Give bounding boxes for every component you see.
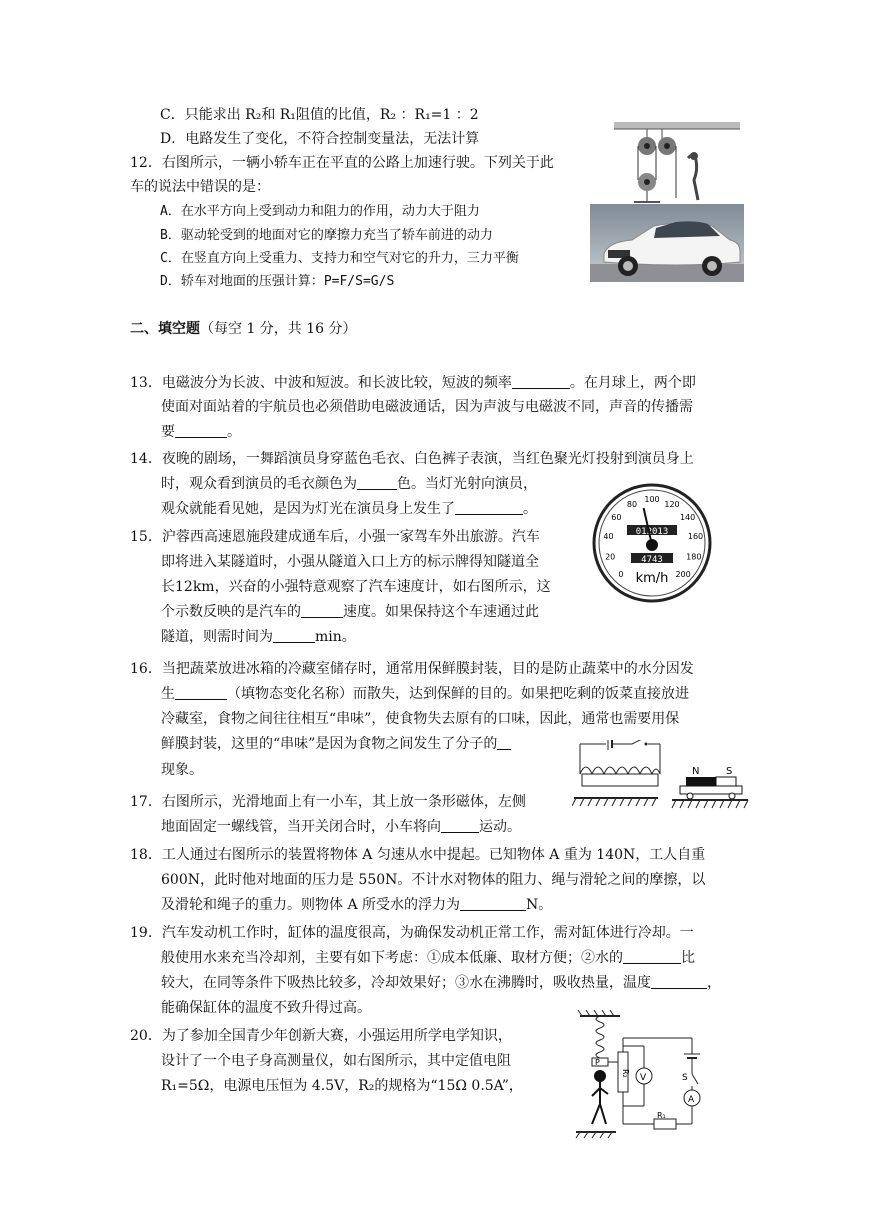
speedometer-tick-label: 20 xyxy=(605,552,616,562)
q19-line2 xyxy=(161,949,695,967)
q13-line3 xyxy=(161,423,241,441)
q16-line5: 现象。 xyxy=(161,762,203,778)
speedometer-tick-label: 160 xyxy=(687,532,704,542)
q18-line2: 600N，此时他对地面的压力是 550N。不计水对物体的阻力、绳与滑轮之间的摩擦，以 xyxy=(161,872,706,888)
q19-line3 xyxy=(161,974,721,992)
speedometer-tick-label: 0 xyxy=(618,570,624,580)
q15-line2: 即将进入某隧道时，小强从隧道入口上方的标示牌得知隧道全 xyxy=(161,554,539,570)
q18-text: N。 xyxy=(526,897,553,913)
q14-line2 xyxy=(161,475,537,493)
odometer-top-text: 012013 xyxy=(635,527,669,537)
q19-blank-1[interactable] xyxy=(623,949,681,964)
q13-line1 xyxy=(130,374,696,392)
q20-line2: 设计了一个电子身高测量仪，如右图所示，其中定值电阻 xyxy=(161,1053,511,1069)
q13-text: 。在月球上，两个即 xyxy=(569,375,696,391)
pulley-figure xyxy=(612,118,742,204)
q19-text: 般使用水来充当冷却剂，主要有如下考虑：①成本低廉、取材方便；②水的 xyxy=(161,950,623,966)
q19-line1: 19．汽车发动机工作时，缸体的温度很高，为确保发动机正常工作，需对缸体进行冷却。一 xyxy=(130,925,694,941)
resistor-r2-label: R₂ xyxy=(621,1069,630,1078)
resistor-r1-label: R₁ xyxy=(657,1111,666,1120)
odometer-bottom-text: 4743 xyxy=(641,555,663,565)
magnet-n xyxy=(686,777,716,786)
q17-line1: 17．右图所示，光滑地面上有一小车，其上放一条形磁体，左侧 xyxy=(130,794,526,810)
q16-text: 生 xyxy=(161,686,175,702)
q12-option-b: B．驱动轮受到的地面对它的摩擦力充当了轿车前进的动力 xyxy=(160,228,493,243)
magnet-s-label: S xyxy=(726,766,733,777)
q13-text: 13．电磁波分为长波、中波和短波。和长波比较，短波的频率 xyxy=(130,375,512,391)
q15-line3: 长12km，兴奋的小强特意观察了汽车速度计，如右图所示，这 xyxy=(161,579,551,595)
speedometer-tick-label: 180 xyxy=(686,552,702,562)
q15-blank-1[interactable] xyxy=(301,603,343,618)
speedometer-tick-label: 200 xyxy=(675,570,691,580)
q17-text: 运动。 xyxy=(479,819,521,835)
q13-text: 。 xyxy=(227,424,241,440)
q18-line3 xyxy=(161,896,552,914)
q15-line1: 15．沪蓉西高速恩施段建成通车后，小强一家驾车外出旅游。汽车 xyxy=(130,529,540,545)
q14-line1: 14．夜晚的剧场，一舞蹈演员身穿蓝色毛衣、白色裤子表演，当红色聚光灯投射到演员身上 xyxy=(130,451,694,467)
q15-text: 个示数反映的是汽车的 xyxy=(161,604,301,620)
q12-option-a: A．在水平方向上受到动力和阻力的作用，动力大于阻力 xyxy=(160,204,480,219)
q15-blank-2[interactable] xyxy=(273,628,315,643)
q19-text: 较大，在同等条件下吸热比较多，冷却效果好；③水在沸腾时，吸收热量，温度 xyxy=(161,975,651,991)
q18-line1: 18．工人通过右图所示的装置将物体 A 匀速从水中提起。已知物体 A 重为 140N，工人自重 xyxy=(130,847,706,863)
q11-option-c: C．只能求出 R₂和 R₁阻值的比值，R₂ ：R₁=1 ：2 xyxy=(160,107,479,123)
section-heading xyxy=(130,320,357,338)
voltmeter-label: V xyxy=(640,1073,647,1083)
q14-text: 。 xyxy=(523,501,537,517)
q16-line1: 16．当把蔬菜放进冰箱的冷藏室储存时，通常用保鲜膜封装，目的是防止蔬菜中的水分因发 xyxy=(130,661,694,677)
q16-line3: 冷藏室，食物之间往往相互“串味”，使食物失去原有的口味，因此，通常也需要用保 xyxy=(161,711,680,727)
speedometer-tick-label: 120 xyxy=(664,499,680,509)
section-note: （每空 1 分，共 16 分） xyxy=(200,321,357,337)
q15-line5 xyxy=(161,628,356,646)
section-title: 二、填空题 xyxy=(130,321,200,337)
q19-text: 比 xyxy=(681,950,695,966)
car-image xyxy=(590,204,744,282)
q14-text: 色。当灯光射向演员， xyxy=(397,476,537,492)
q19-text: ， xyxy=(707,975,721,991)
q12-option-c: C．在竖直方向上受重力、支持力和空气对它的升力，三力平衡 xyxy=(160,251,519,266)
q16-text: （填物态变化名称）而散失，达到保鲜的目的。如果把吃剩的饭菜直接放进 xyxy=(227,686,689,702)
q12-stem-line1: 12．右图所示，一辆小轿车正在平直的公路上加速行驶。下列关于此 xyxy=(130,155,554,171)
q15-line4 xyxy=(161,603,539,621)
q19-line4: 能确保缸体的温度不致升得过高。 xyxy=(161,1000,371,1016)
speedometer-tick-label: 40 xyxy=(603,532,614,542)
speedometer-tick-label: 80 xyxy=(626,499,638,509)
magnet-s xyxy=(716,777,736,786)
q17-line2 xyxy=(161,818,521,836)
magnet-n-label: N xyxy=(692,766,700,777)
q14-blank-2[interactable] xyxy=(455,500,523,515)
q16-blank-2[interactable] xyxy=(497,735,511,750)
q17-text: 地面固定一螺线管，当开关闭合时，小车将向 xyxy=(161,819,441,835)
q14-text: 时，观众看到演员的毛衣颜色为 xyxy=(161,476,357,492)
q16-line4 xyxy=(161,735,511,753)
q11-option-d: D．电路发生了变化，不符合控制变量法，无法计算 xyxy=(160,131,480,147)
height-meter-circuit-figure xyxy=(574,1010,714,1140)
q20-line1: 20．为了参加全国青少年创新大赛，小强运用所学电学知识， xyxy=(130,1028,512,1044)
q17-blank[interactable] xyxy=(441,818,479,833)
q18-blank[interactable] xyxy=(460,896,526,911)
q15-text: 速度。如果保持这个车速通过此 xyxy=(343,604,539,620)
q16-blank-1[interactable] xyxy=(175,685,227,700)
speed-unit: km/h xyxy=(635,571,669,586)
q16-text: 鲜膜封装，这里的“串味”是因为食物之间发生了分子的 xyxy=(161,736,498,752)
q14-line3 xyxy=(161,500,537,518)
ammeter-label: A xyxy=(688,1095,695,1105)
q15-text: 隧道，则需时间为 xyxy=(161,629,273,645)
speedometer-tick-label: 140 xyxy=(679,513,696,523)
q19-blank-2[interactable] xyxy=(651,974,707,989)
q13-text: 要 xyxy=(161,424,175,440)
q12-option-d: D．轿车对地面的压强计算：P=F/S=G/S xyxy=(160,274,395,289)
slider-label-p: P xyxy=(595,1058,600,1067)
q20-line3: R₁=5Ω，电源电压恒为 4.5V，R₂的规格为“15Ω 0.5A”， xyxy=(161,1078,523,1094)
q14-text: 观众就能看见她，是因为灯光在演员身上发生了 xyxy=(161,501,455,517)
speedometer-figure xyxy=(587,483,717,605)
q13-line2: 使面对面站着的宇航员也必须借助电磁波通话，因为声波与电磁波不同，声音的传播需 xyxy=(161,399,693,415)
q13-blank-2[interactable] xyxy=(175,423,227,438)
q13-blank-1[interactable] xyxy=(512,374,570,389)
q18-text: 及滑轮和绳子的重力。则物体 A 所受水的浮力为 xyxy=(161,897,461,913)
switch-label: S xyxy=(682,1073,688,1083)
q16-line2 xyxy=(161,685,689,703)
q14-blank-1[interactable] xyxy=(357,475,397,490)
solenoid-figure xyxy=(572,740,750,812)
speedometer-tick-label: 60 xyxy=(611,513,622,523)
q12-stem-line2: 车的说法中错误的是： xyxy=(130,179,270,195)
speedometer-tick-label: 100 xyxy=(644,495,660,504)
q15-text: min。 xyxy=(315,629,356,645)
